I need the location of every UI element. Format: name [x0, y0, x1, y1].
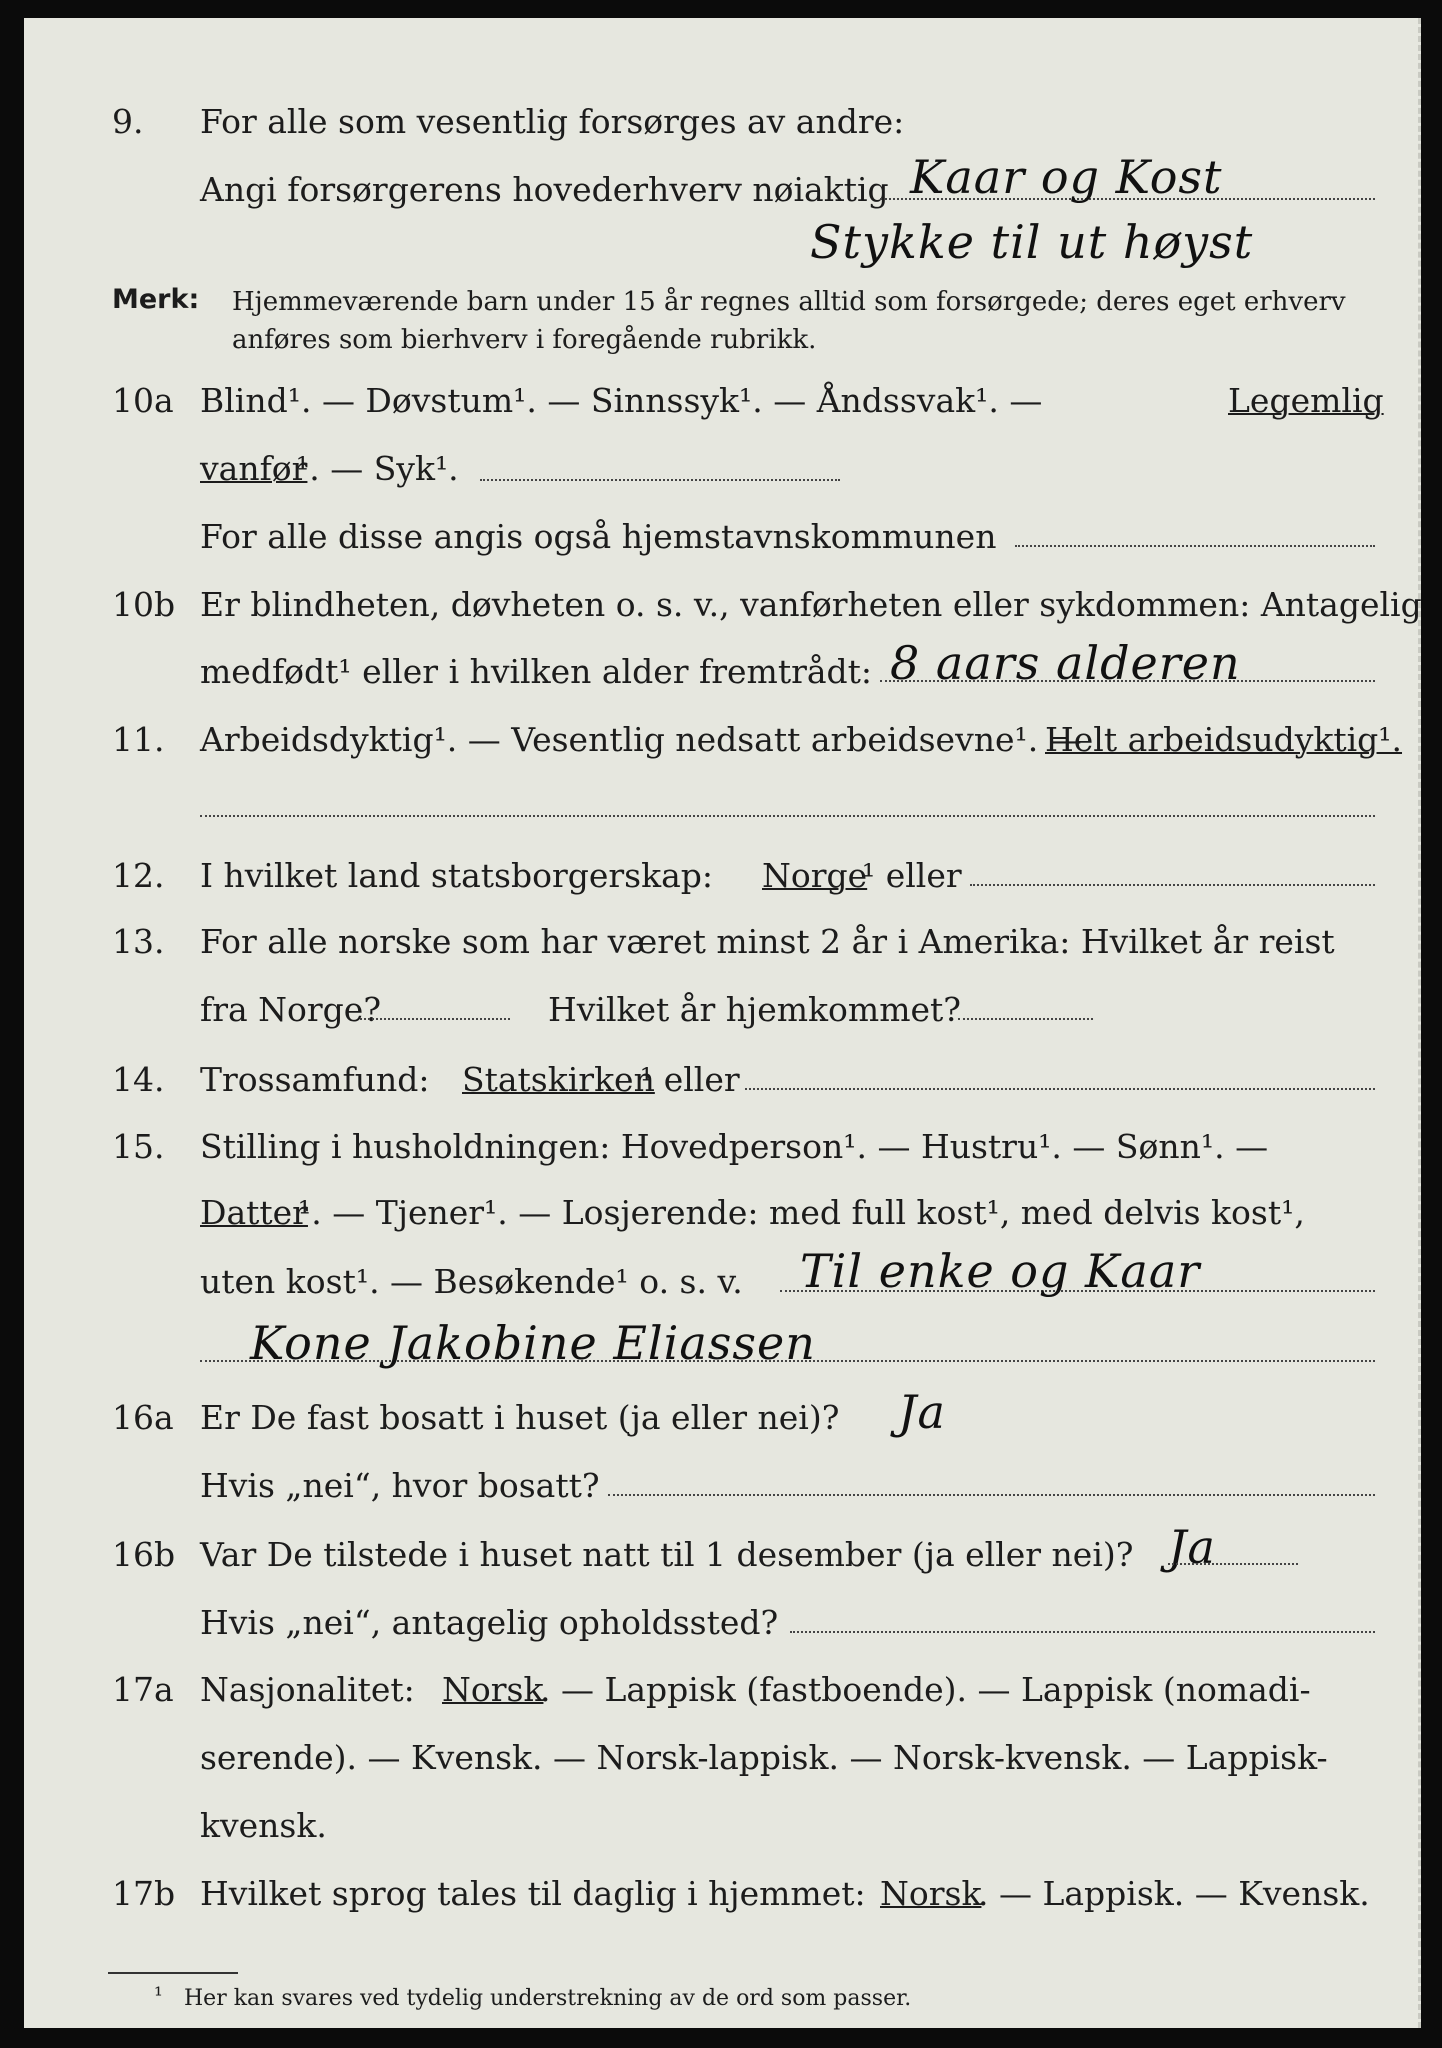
q17a-line2: serende). — Kvensk. — Norsk-lappisk. — Norsk-kvensk. — Lappisk-: [200, 1738, 1328, 1777]
merk-line1: Hjemmeværende barn under 15 år regnes alltid som forsørgede; deres eget erhverv: [232, 287, 1346, 317]
q14-part1: Trossamfund:: [200, 1060, 430, 1099]
q10a-syk-line: [480, 479, 840, 481]
q10a-kommune-line: [1015, 545, 1375, 547]
q10a-vanfor: vanfør: [200, 449, 308, 488]
q16a-answer: Ja: [898, 1385, 946, 1439]
footnote-mark: ¹: [154, 1984, 163, 2009]
q16b-line1: Var De tilstede i huset natt til 1 desember (ja eller nei)?: [200, 1535, 1134, 1574]
q9-answer1: Kaar og Kost: [910, 150, 1223, 204]
q13-line2b: Hvilket år hjemkommet?: [548, 990, 961, 1029]
q17a-rest1: . — Lappisk (fastboende). — Lappisk (nomadi-: [540, 1670, 1311, 1709]
q10a-part2: ¹. — Syk¹.: [296, 449, 459, 488]
q17b-label: Hvilket sprog tales til daglig i hjemmet:: [200, 1874, 866, 1913]
q12-number: 12.: [112, 856, 165, 895]
q13-line2a: fra Norge?: [200, 990, 382, 1029]
q15-line1: Stilling i husholdningen: Hovedperson¹. — Hustru¹. — Sønn¹. —: [200, 1127, 1269, 1166]
q9-line1: For alle som vesentlig forsørges av andre:: [200, 102, 905, 141]
q17a-norsk: Norsk: [442, 1670, 544, 1709]
q17a-number: 17a: [112, 1670, 174, 1709]
q16b-answer-line: [1168, 1563, 1298, 1565]
q12-norge: Norge: [762, 856, 868, 895]
q16b-number: 16b: [112, 1535, 176, 1574]
q16a-line2: Hvis „nei“, hvor bosatt?: [200, 1466, 600, 1505]
q17b-norsk: Norsk: [880, 1874, 982, 1913]
q10a-line3: For alle disse angis også hjemstavnskommunen: [200, 517, 997, 556]
q15-answer1: Til enke og Kaar: [800, 1244, 1201, 1298]
merk-line2: anføres som bierhverv i foregående rubrikk.: [232, 325, 817, 355]
q10b-line1: Er blindheten, døvheten o. s. v., vanførheten eller sykdommen: Antagelig: [200, 585, 1422, 624]
q15-datter: Datter: [200, 1193, 308, 1232]
q17b-number: 17b: [112, 1874, 176, 1913]
q16b-answer: Ja: [1168, 1520, 1216, 1574]
q12-part1: I hvilket land statsborgerskap:: [200, 856, 714, 895]
q15-line2: ¹. — Tjener¹. — Losjerende: med full kost¹, med delvis kost¹,: [298, 1193, 1305, 1232]
q13-number: 13.: [112, 922, 165, 961]
q17b-rest: . — Lappisk. — Kvensk.: [978, 1874, 1370, 1913]
q16a-line1: Er De fast bosatt i huset (ja eller nei)?: [200, 1398, 840, 1437]
q17a-line3: kvensk.: [200, 1806, 327, 1845]
q16b-line: [790, 1631, 1375, 1633]
q11-helt-arbeidsudyktig: Helt arbeidsudyktig¹.: [1045, 720, 1403, 759]
q13-line1: For alle norske som har været minst 2 år i Amerika: Hvilket år reist: [200, 922, 1335, 961]
footnote-text: Her kan svares ved tydelig understrekning av de ord som passer.: [184, 1986, 912, 2011]
q10b-number: 10b: [112, 585, 176, 624]
q9-line2: Angi forsørgerens hovederhverv nøiaktig: [200, 170, 889, 209]
q15-number: 15.: [112, 1127, 165, 1166]
q14-line: [745, 1088, 1375, 1090]
q11-part1: Arbeidsdyktig¹. — Vesentlig nedsatt arbeidsevne¹. —: [200, 720, 1082, 759]
q13-hjemkommet-line: [958, 1018, 1093, 1020]
q9-answer2: Stykke til ut høyst: [810, 215, 1254, 269]
q16b-line2: Hvis „nei“, antagelig opholdssted?: [200, 1603, 779, 1642]
q10b-line2: medfødt¹ eller i hvilken alder fremtrådt:: [200, 652, 873, 691]
q13-reist-line: [360, 1018, 510, 1020]
q12-part2: ¹ eller: [862, 856, 962, 895]
q10b-answer: 8 aars alderen: [890, 636, 1241, 690]
q16a-number: 16a: [112, 1398, 174, 1437]
q9-number: 9.: [112, 102, 144, 141]
q17a-label: Nasjonalitet:: [200, 1670, 415, 1709]
q14-statskirken: Statskirken: [462, 1060, 655, 1099]
q14-number: 14.: [112, 1060, 165, 1099]
q12-line: [970, 884, 1375, 886]
q14-part2: ¹ eller: [640, 1060, 740, 1099]
q11-extra-line: [200, 815, 1375, 817]
q15-answer2: Kone Jakobine Eliassen: [250, 1316, 816, 1370]
footnote-divider: [108, 1972, 238, 1974]
q10a-legemlig: Legemlig: [1228, 381, 1384, 420]
q15-line3: uten kost¹. — Besøkende¹ o. s. v.: [200, 1262, 743, 1301]
q10a-part1: Blind¹. — Døvstum¹. — Sinnssyk¹. — Åndssvak¹. —: [200, 381, 1043, 420]
q10a-number: 10a: [112, 381, 174, 420]
q16a-line: [608, 1494, 1375, 1496]
q11-number: 11.: [112, 720, 165, 759]
merk-label: Merk:: [112, 284, 200, 315]
